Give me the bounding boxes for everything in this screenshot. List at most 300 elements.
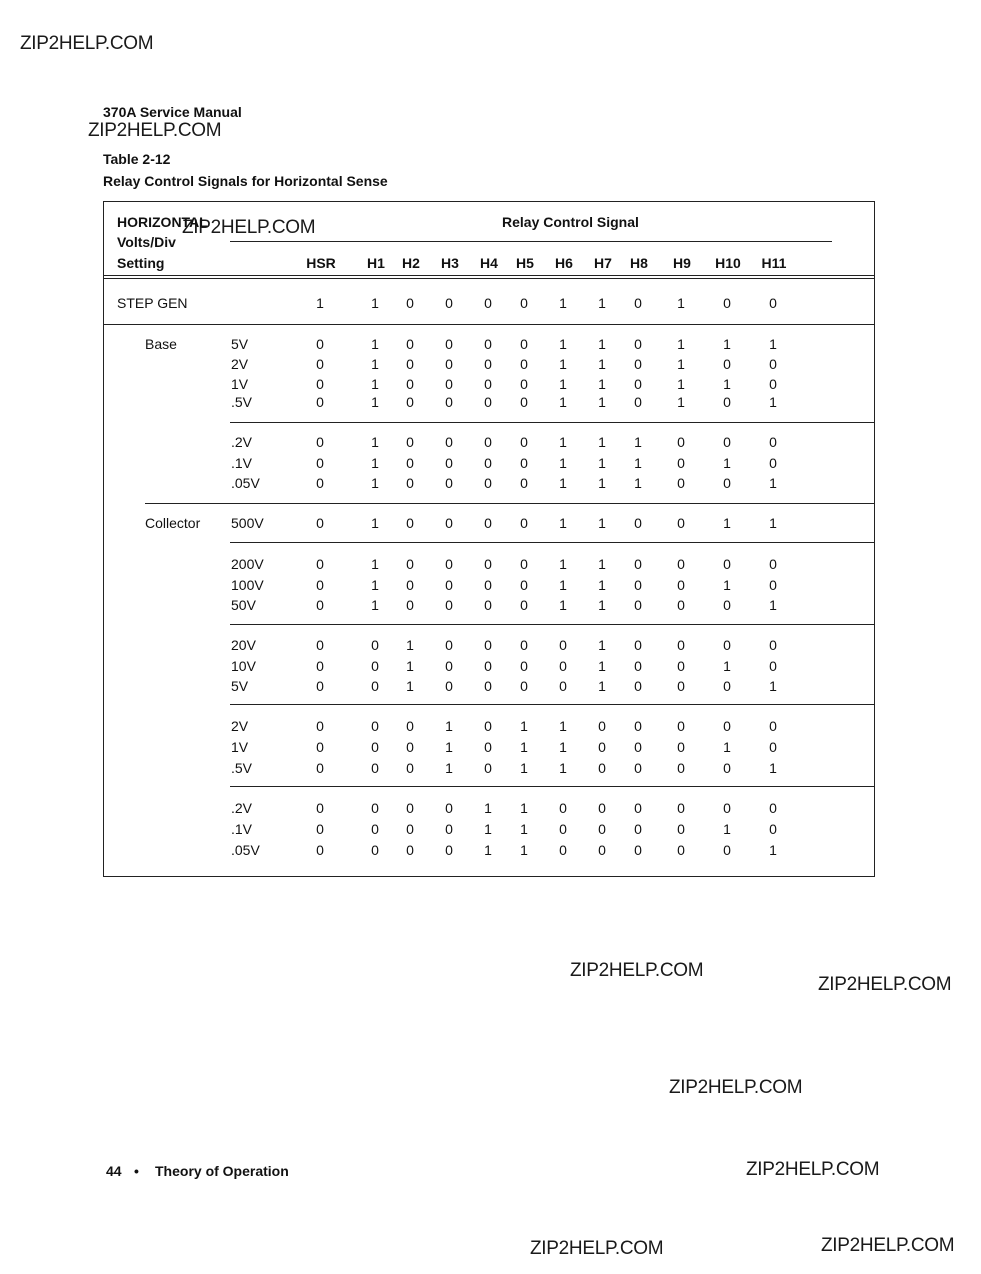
table-cell: 1: [723, 658, 731, 674]
table-cell: 1: [445, 718, 453, 734]
table-cell: 1: [598, 394, 606, 410]
table-cell: 0: [445, 637, 453, 653]
table-cell: 0: [520, 475, 528, 491]
table-cell: 0: [677, 637, 685, 653]
table-cell: 1: [406, 637, 414, 653]
table-cell: 1: [769, 394, 777, 410]
header-rule: [103, 278, 875, 279]
table-cell: 0: [316, 475, 324, 491]
table-cell: 0: [520, 678, 528, 694]
table-cell: 0: [316, 718, 324, 734]
page-number: 44: [106, 1163, 122, 1179]
table-rule: [230, 422, 875, 423]
table-cell: 0: [484, 394, 492, 410]
table-number: Table 2-12: [103, 151, 171, 167]
table-cell: 0: [316, 800, 324, 816]
table-cell: 0: [677, 475, 685, 491]
table-cell: 1: [559, 515, 567, 531]
table-cell: 0: [406, 760, 414, 776]
table-cell: 1: [598, 295, 606, 311]
table-cell: 1: [598, 577, 606, 593]
table-cell: 0: [445, 821, 453, 837]
table-cell: 0: [445, 434, 453, 450]
table-cell: 1: [520, 739, 528, 755]
table-cell: 1: [723, 577, 731, 593]
table-cell: 0: [406, 376, 414, 392]
watermark: ZIP2HELP.COM: [20, 33, 154, 54]
table-cell: 0: [559, 658, 567, 674]
table-cell: 0: [634, 394, 642, 410]
table-cell: 1: [677, 376, 685, 392]
table-cell: 1: [406, 678, 414, 694]
table-cell: 0: [316, 356, 324, 372]
table-cell: 0: [598, 739, 606, 755]
table-cell: 1: [520, 718, 528, 734]
setting-label: .5V: [231, 394, 253, 410]
column-header: H8: [630, 255, 648, 271]
table-cell: 0: [371, 821, 379, 837]
footer-section: Theory of Operation: [155, 1163, 289, 1179]
table-cell: 0: [484, 556, 492, 572]
table-cell: 0: [769, 718, 777, 734]
setting-label: 1V: [231, 739, 249, 755]
table-cell: 0: [445, 556, 453, 572]
table-cell: 0: [445, 475, 453, 491]
table-cell: 1: [598, 678, 606, 694]
table-cell: 0: [723, 597, 731, 613]
table-cell: 1: [371, 556, 379, 572]
table-rule: [145, 503, 875, 504]
table-cell: 1: [484, 842, 492, 858]
table-cell: 1: [723, 376, 731, 392]
table-cell: 1: [559, 394, 567, 410]
watermark: ZIP2HELP.COM: [669, 1077, 803, 1098]
footer-bullet: •: [134, 1163, 139, 1179]
table-cell: 1: [559, 739, 567, 755]
table-cell: 1: [769, 336, 777, 352]
table-cell: 0: [520, 394, 528, 410]
table-cell: 0: [406, 821, 414, 837]
table-cell: 1: [316, 295, 324, 311]
table-cell: 0: [677, 455, 685, 471]
table-rule: [230, 786, 875, 787]
table-cell: 0: [406, 842, 414, 858]
table-cell: 0: [598, 718, 606, 734]
table-cell: 0: [769, 295, 777, 311]
table-cell: 1: [559, 475, 567, 491]
table-cell: 0: [316, 376, 324, 392]
table-cell: 0: [445, 597, 453, 613]
table-cell: 0: [316, 760, 324, 776]
table-cell: 0: [769, 739, 777, 755]
table-cell: 0: [406, 718, 414, 734]
table-cell: 1: [371, 597, 379, 613]
table-cell: 0: [559, 821, 567, 837]
table-cell: 1: [520, 842, 528, 858]
table-cell: 0: [559, 678, 567, 694]
table-cell: 0: [520, 577, 528, 593]
setting-label: .1V: [231, 821, 253, 837]
table-cell: 0: [723, 475, 731, 491]
table-cell: 0: [484, 515, 492, 531]
section-label: STEP GEN: [117, 295, 188, 311]
table-cell: 1: [677, 295, 685, 311]
table-cell: 0: [634, 760, 642, 776]
table-cell: 0: [769, 637, 777, 653]
table-cell: 1: [371, 356, 379, 372]
header-rule: [103, 275, 875, 276]
table-cell: 0: [769, 800, 777, 816]
column-header: H7: [594, 255, 612, 271]
table-cell: 0: [520, 356, 528, 372]
table-cell: 1: [559, 295, 567, 311]
table-cell: 1: [371, 394, 379, 410]
watermark: ZIP2HELP.COM: [182, 217, 316, 238]
table-rule: [230, 624, 875, 625]
table-cell: 0: [484, 658, 492, 674]
table-cell: 0: [769, 577, 777, 593]
section-label: Base: [145, 336, 177, 352]
table-cell: 0: [316, 336, 324, 352]
table-cell: 0: [723, 295, 731, 311]
table-cell: 0: [316, 577, 324, 593]
table-cell: 1: [723, 821, 731, 837]
table-cell: 0: [677, 678, 685, 694]
table-cell: 0: [598, 760, 606, 776]
table-cell: 0: [520, 455, 528, 471]
table-cell: 0: [406, 394, 414, 410]
table-cell: 0: [723, 678, 731, 694]
table-cell: 0: [484, 455, 492, 471]
table-cell: 1: [520, 800, 528, 816]
table-cell: 0: [406, 597, 414, 613]
table-cell: 1: [559, 336, 567, 352]
table-cell: 1: [769, 475, 777, 491]
table-cell: 0: [371, 637, 379, 653]
column-header: H9: [673, 255, 691, 271]
table-cell: 0: [769, 356, 777, 372]
table-cell: 0: [723, 718, 731, 734]
table-cell: 0: [723, 800, 731, 816]
table-cell: 0: [634, 376, 642, 392]
table-cell: 0: [769, 658, 777, 674]
table-cell: 0: [445, 515, 453, 531]
setting-label: 5V: [231, 336, 249, 352]
table-cell: 0: [371, 842, 379, 858]
table-cell: 0: [677, 821, 685, 837]
table-cell: 0: [559, 800, 567, 816]
table-cell: 0: [677, 739, 685, 755]
table-cell: 1: [520, 760, 528, 776]
watermark: ZIP2HELP.COM: [530, 1238, 664, 1259]
table-cell: 1: [559, 760, 567, 776]
table-cell: 0: [484, 475, 492, 491]
table-cell: 0: [316, 739, 324, 755]
table-cell: 0: [445, 336, 453, 352]
table-cell: 0: [723, 842, 731, 858]
table-cell: 0: [316, 821, 324, 837]
watermark: ZIP2HELP.COM: [821, 1235, 955, 1256]
table-cell: 1: [769, 678, 777, 694]
table-cell: 1: [723, 455, 731, 471]
watermark: ZIP2HELP.COM: [746, 1159, 880, 1180]
table-cell: 0: [316, 658, 324, 674]
table-cell: 0: [634, 336, 642, 352]
setting-label: .5V: [231, 760, 253, 776]
table-cell: 0: [406, 739, 414, 755]
table-cell: 1: [371, 455, 379, 471]
table-cell: 0: [634, 678, 642, 694]
table-cell: 0: [769, 376, 777, 392]
table-cell: 1: [371, 577, 379, 593]
table-cell: 1: [769, 597, 777, 613]
table-cell: 1: [559, 356, 567, 372]
table-cell: 0: [445, 455, 453, 471]
setting-label: 100V: [231, 577, 264, 593]
table-cell: 0: [371, 718, 379, 734]
table-cell: 1: [559, 434, 567, 450]
table-cell: 1: [634, 434, 642, 450]
setting-label: 2V: [231, 718, 249, 734]
table-cell: 0: [634, 556, 642, 572]
table-cell: 0: [316, 515, 324, 531]
table-cell: 1: [769, 760, 777, 776]
setting-label: .2V: [231, 434, 253, 450]
table-cell: 0: [484, 376, 492, 392]
table-cell: 1: [677, 356, 685, 372]
table-cell: 0: [406, 800, 414, 816]
table-cell: 1: [634, 455, 642, 471]
table-cell: 0: [484, 356, 492, 372]
table-cell: 0: [445, 800, 453, 816]
table-cell: 1: [371, 515, 379, 531]
table-cell: 0: [769, 434, 777, 450]
table-cell: 0: [634, 821, 642, 837]
table-cell: 0: [634, 597, 642, 613]
table-cell: 1: [769, 515, 777, 531]
table-cell: 1: [371, 336, 379, 352]
table-cell: 1: [634, 475, 642, 491]
table-cell: 0: [484, 760, 492, 776]
table-cell: 0: [406, 356, 414, 372]
table-cell: 0: [769, 556, 777, 572]
table-cell: 0: [316, 394, 324, 410]
table-cell: 0: [598, 821, 606, 837]
table-cell: 0: [634, 800, 642, 816]
table-cell: 1: [598, 475, 606, 491]
table-cell: 1: [559, 597, 567, 613]
table-cell: 0: [316, 678, 324, 694]
setting-label: .05V: [231, 475, 260, 491]
table-cell: 0: [677, 658, 685, 674]
table-cell: 1: [559, 455, 567, 471]
table-cell: 0: [316, 637, 324, 653]
table-cell: 1: [769, 842, 777, 858]
table-cell: 0: [520, 295, 528, 311]
watermark: ZIP2HELP.COM: [570, 960, 704, 981]
table-cell: 0: [484, 434, 492, 450]
table-cell: 1: [598, 336, 606, 352]
table-cell: 0: [445, 295, 453, 311]
table-cell: 0: [445, 658, 453, 674]
table-cell: 0: [723, 637, 731, 653]
table-cell: 0: [316, 556, 324, 572]
setting-label: 20V: [231, 637, 256, 653]
table-cell: 0: [677, 597, 685, 613]
table-cell: 0: [484, 295, 492, 311]
table-cell: 1: [371, 295, 379, 311]
column-header: H1: [367, 255, 385, 271]
table-cell: 0: [634, 842, 642, 858]
table-cell: 1: [484, 800, 492, 816]
table-cell: 0: [520, 556, 528, 572]
table-cell: 0: [484, 718, 492, 734]
table-cell: 0: [484, 739, 492, 755]
setting-label: 50V: [231, 597, 256, 613]
setting-label: 200V: [231, 556, 264, 572]
table-cell: 0: [520, 336, 528, 352]
column-header: HSR: [306, 255, 336, 271]
table-cell: 0: [723, 434, 731, 450]
table-cell: 1: [677, 394, 685, 410]
table-cell: 0: [559, 637, 567, 653]
table-title: Relay Control Signals for Horizontal Sense: [103, 173, 388, 189]
table-cell: 0: [445, 678, 453, 694]
table-cell: 1: [598, 356, 606, 372]
table-cell: 0: [723, 556, 731, 572]
table-cell: 1: [598, 376, 606, 392]
column-header: H11: [761, 255, 787, 271]
table-cell: 0: [634, 658, 642, 674]
table-cell: 1: [723, 515, 731, 531]
table-cell: 0: [520, 637, 528, 653]
table-cell: 0: [677, 800, 685, 816]
table-cell: 0: [484, 678, 492, 694]
table-cell: 0: [677, 760, 685, 776]
table-cell: 1: [598, 637, 606, 653]
table-cell: 0: [634, 718, 642, 734]
table-cell: 0: [316, 597, 324, 613]
table-rule: [230, 704, 875, 705]
table-cell: 0: [520, 434, 528, 450]
table-cell: 0: [406, 556, 414, 572]
table-cell: 0: [406, 577, 414, 593]
table-cell: 0: [484, 577, 492, 593]
table-cell: 0: [371, 760, 379, 776]
column-header: H5: [516, 255, 534, 271]
table-cell: 0: [371, 658, 379, 674]
table-cell: 1: [598, 658, 606, 674]
table-cell: 1: [371, 434, 379, 450]
row-header-line: Setting: [117, 255, 165, 271]
group-header-rule: [230, 241, 832, 242]
table-cell: 1: [598, 434, 606, 450]
manual-title: 370A Service Manual: [103, 104, 242, 120]
table-cell: 0: [677, 718, 685, 734]
table-cell: 1: [520, 821, 528, 837]
setting-label: 2V: [231, 356, 249, 372]
table-cell: 0: [445, 356, 453, 372]
table-cell: 0: [769, 821, 777, 837]
column-header: H6: [555, 255, 573, 271]
table-cell: 0: [723, 356, 731, 372]
row-header-line: HORIZONTAL: [117, 214, 208, 230]
column-header: H3: [441, 255, 459, 271]
watermark: ZIP2HELP.COM: [818, 974, 952, 995]
table-cell: 1: [559, 718, 567, 734]
table-cell: 0: [634, 577, 642, 593]
table-cell: 1: [445, 739, 453, 755]
setting-label: .05V: [231, 842, 260, 858]
setting-label: 10V: [231, 658, 256, 674]
column-header: H4: [480, 255, 498, 271]
table-cell: 0: [677, 842, 685, 858]
table-cell: 0: [371, 800, 379, 816]
watermark: ZIP2HELP.COM: [88, 120, 222, 141]
table-cell: 0: [484, 597, 492, 613]
setting-label: 500V: [231, 515, 264, 531]
table-cell: 0: [634, 739, 642, 755]
setting-label: 5V: [231, 678, 249, 694]
table-cell: 0: [371, 739, 379, 755]
table-cell: 0: [598, 800, 606, 816]
table-cell: 0: [316, 455, 324, 471]
table-cell: 1: [598, 515, 606, 531]
table-cell: 1: [559, 577, 567, 593]
column-header: H10: [715, 255, 741, 271]
column-header: H2: [402, 255, 420, 271]
table-cell: 1: [406, 658, 414, 674]
table-cell: 0: [406, 475, 414, 491]
table-cell: 0: [634, 295, 642, 311]
table-rule: [230, 542, 875, 543]
table-cell: 0: [520, 597, 528, 613]
table-cell: 0: [406, 295, 414, 311]
table-cell: 0: [723, 760, 731, 776]
table-cell: 1: [371, 376, 379, 392]
table-cell: 1: [723, 336, 731, 352]
table-cell: 0: [723, 394, 731, 410]
table-rule: [103, 324, 875, 325]
table-cell: 1: [598, 455, 606, 471]
table-cell: 0: [484, 336, 492, 352]
table-cell: 0: [445, 394, 453, 410]
section-label: Collector: [145, 515, 201, 531]
table-cell: 1: [677, 336, 685, 352]
row-header-line: Volts/Div: [117, 234, 176, 250]
table-cell: 1: [559, 376, 567, 392]
table-cell: 0: [445, 376, 453, 392]
table-cell: 0: [559, 842, 567, 858]
table-cell: 0: [520, 376, 528, 392]
table-cell: 0: [316, 434, 324, 450]
table-cell: 0: [677, 434, 685, 450]
table-cell: 0: [406, 515, 414, 531]
table-cell: 0: [634, 637, 642, 653]
setting-label: 1V: [231, 376, 249, 392]
table-cell: 1: [559, 556, 567, 572]
table-cell: 0: [598, 842, 606, 858]
table-cell: 0: [445, 842, 453, 858]
table-cell: 1: [598, 556, 606, 572]
table-cell: 1: [445, 760, 453, 776]
table-cell: 0: [484, 637, 492, 653]
setting-label: .2V: [231, 800, 253, 816]
table-cell: 0: [634, 356, 642, 372]
table-cell: 0: [406, 455, 414, 471]
setting-label: .1V: [231, 455, 253, 471]
table-cell: 0: [677, 577, 685, 593]
